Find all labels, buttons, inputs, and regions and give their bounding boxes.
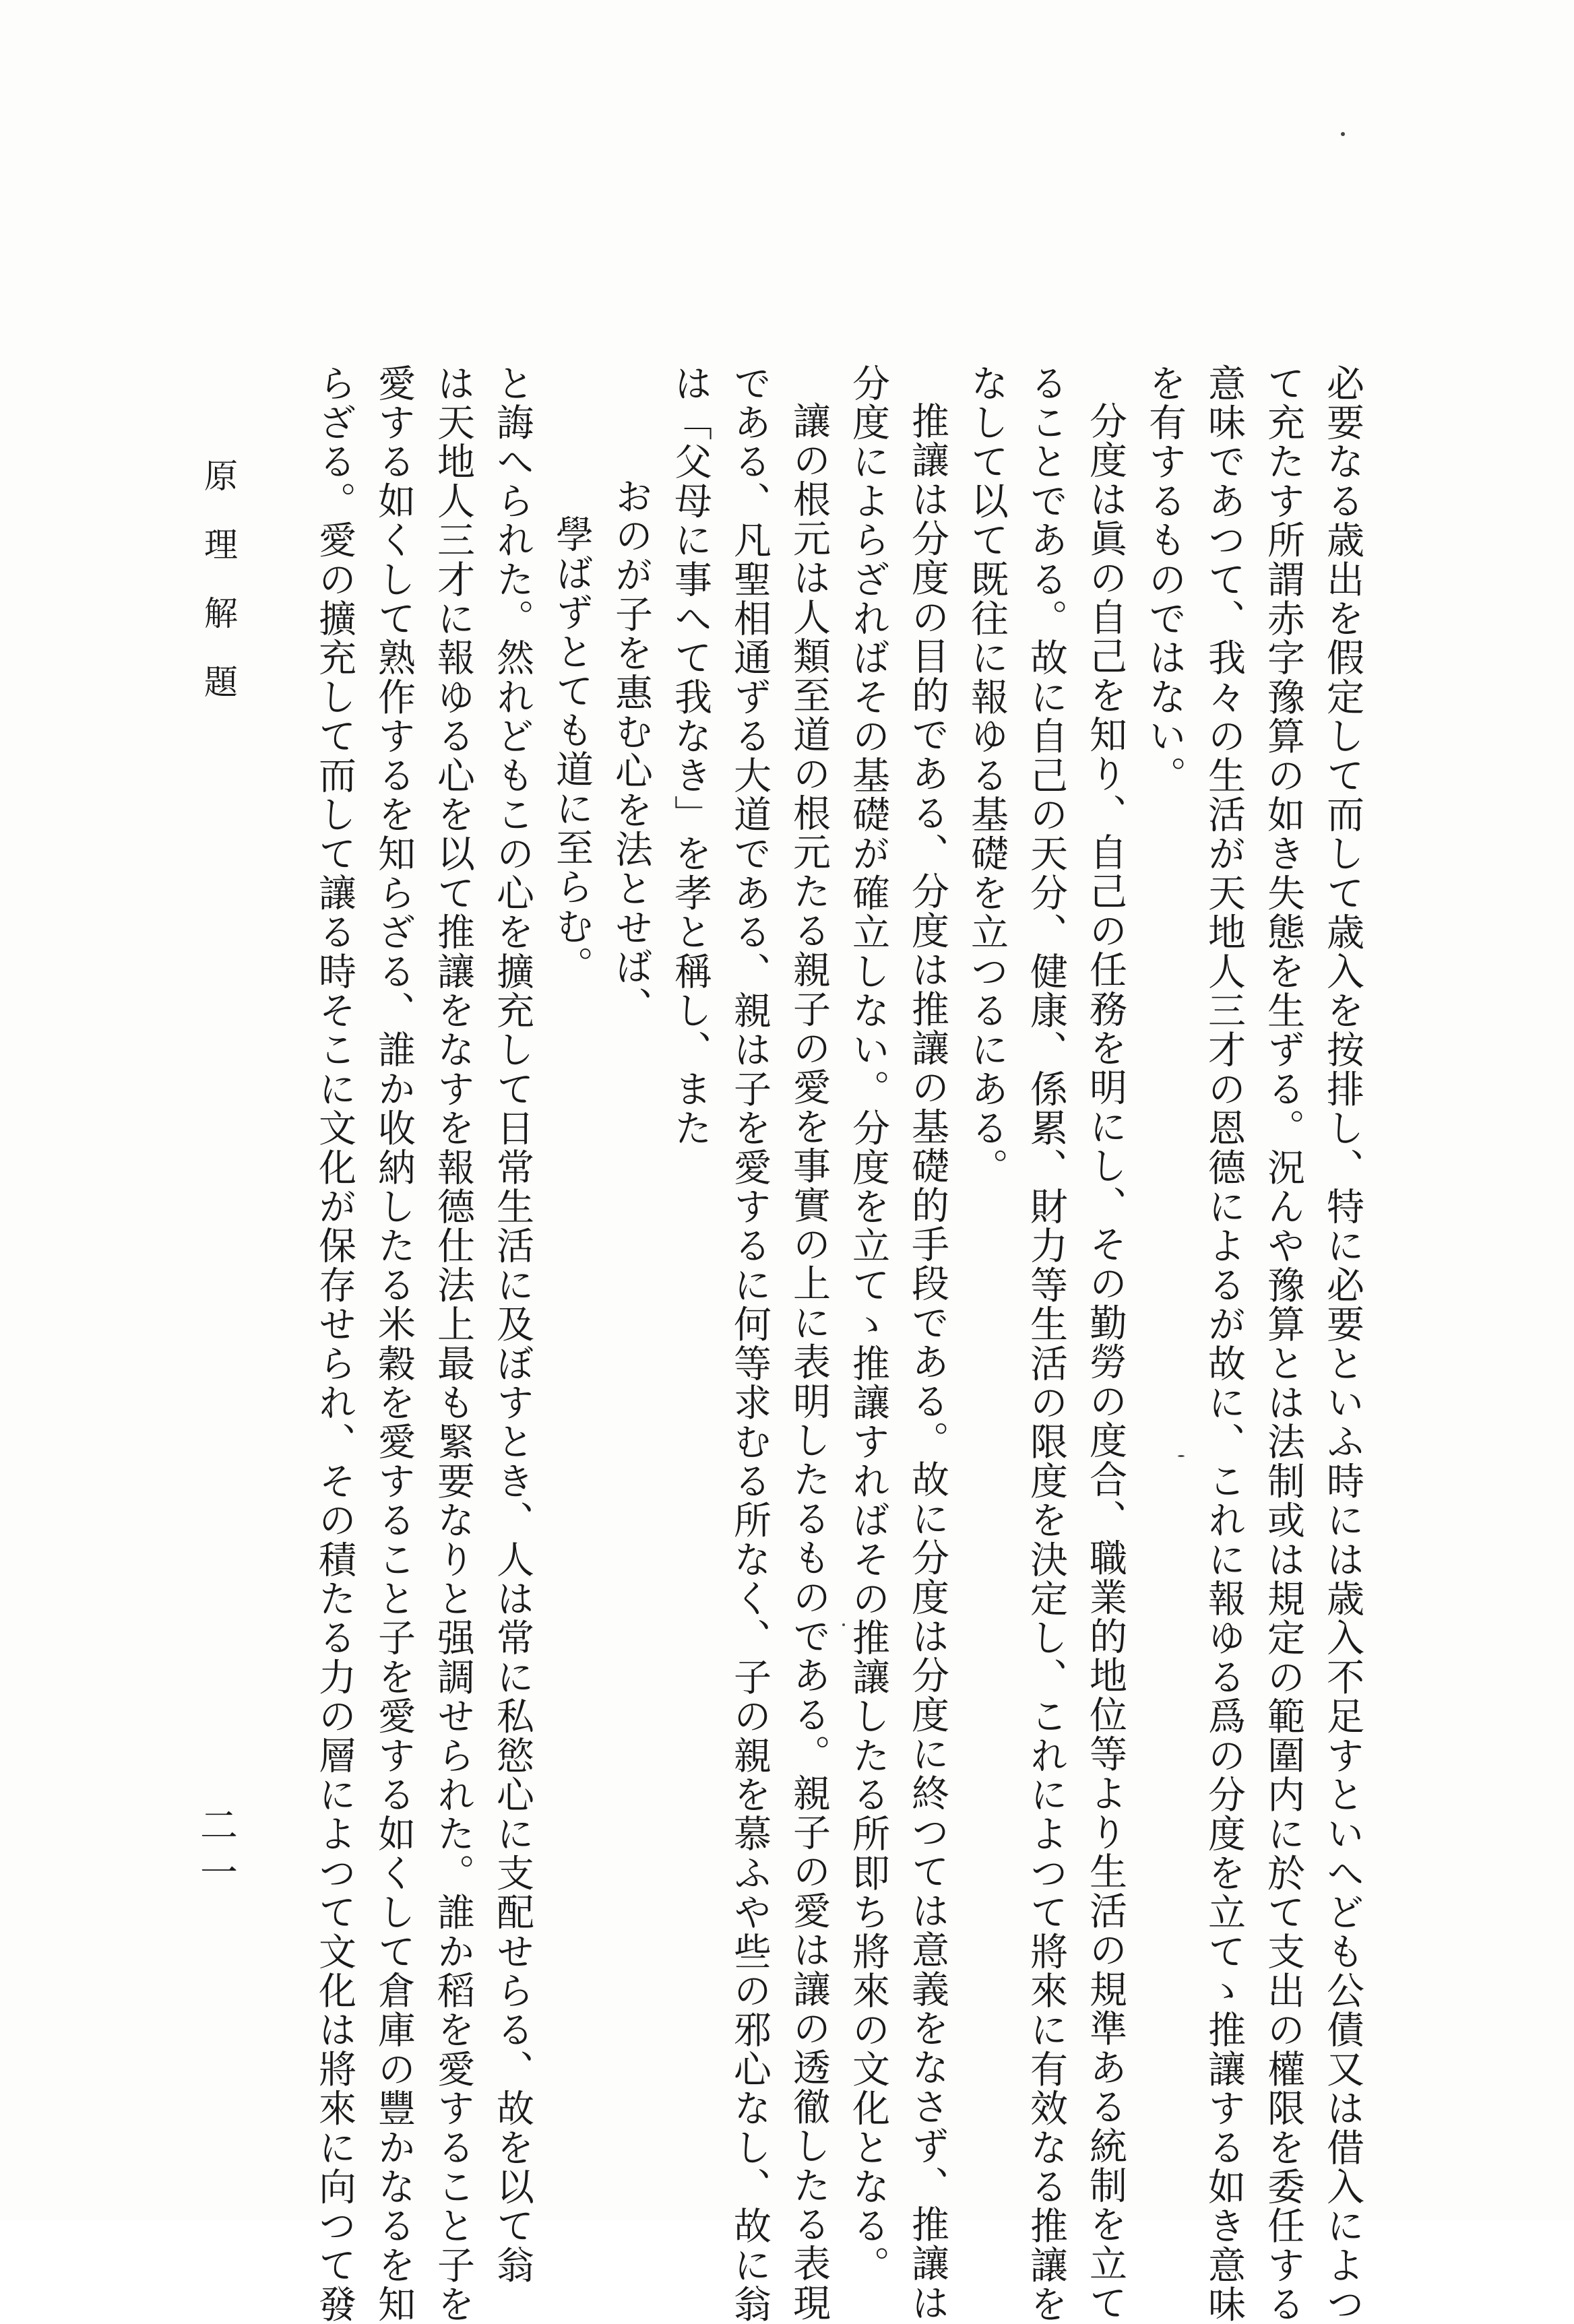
body-text: [199, 364, 1372, 2324]
text-line-9: 分度によらざればその基礎が確立しない。分度を立てゝ推讓すればその推讓したる所即ち將來の文化となる。: [846, 364, 890, 2285]
text-line-17: 愛する如くして熟作するを知らざる、誰か收納したる米穀を愛すること子を愛する如くして倉庫の豐かなるを知: [372, 364, 416, 2324]
text-line-10: 讓の根元は人類至道の根元たる親子の愛を事實の上に表明したるものである。親子の愛は讓の透徹したる表現: [787, 401, 831, 2323]
text-line-5: 分度は眞の自己を知り、自己の任務を明にし、その勤勞の度合、職業的地位等より生活の規準ある統制を立て: [1083, 401, 1127, 2323]
text-line-6: ることである。故に自己の天分、健康、係累、財力等生活の限度を決定し、これによつて將來に有效なる推讓を: [1024, 364, 1068, 2324]
running-footer: 原理解題: [199, 458, 238, 733]
text-line-7: なして以て既往に報ゆる基礎を立つるにある。: [965, 364, 1009, 1188]
text-line-8: 推讓は分度の目的である、分度は推讓の基礎的手段である。故に分度は分度に終つては意義をなさず、推讓は: [906, 401, 949, 2323]
text-line-1: 必要なる歳出を假定して而して歳入を按排し、特に必要といふ時には歳入不足すといへども公債又は借入によつ: [1321, 364, 1364, 2324]
text-line-15: と誨へられた。然れどもこの心を擴充して日常生活に及ぼすとき、人は常に私慾心に支配せらる、故を以て翁: [491, 364, 534, 2285]
text-line-3: 意味であつて、我々の生活が天地人三才の恩德によるが故に、これに報ゆる爲の分度を立てゝ推讓する如き意味: [1202, 364, 1246, 2324]
print-speck: [1341, 132, 1345, 136]
text-line-12: は「父母に事へて我なき」を孝と稱し、また: [668, 364, 712, 1148]
poem-line-2: 學ばずとても道に至らむ。: [550, 515, 594, 986]
text-line-11: である、凡聖相通ずる大道である、親は子を愛するに何等求むる所なく、子の親を慕ふや些の邪心なし、故に翁: [728, 364, 772, 2324]
text-line-18: らざる。愛の擴充して而して讓る時そこに文化が保存せられ、その積たる力の層によつて文化は將來に向つて發: [313, 364, 356, 2324]
print-speck: [1178, 1455, 1185, 1457]
text-line-2: て充たす所謂赤字豫算の如き失態を生ずる。況んや豫算とは法制或は規定の範圍内に於て支出の權限を委任する: [1261, 364, 1305, 2324]
print-speck: [842, 1623, 845, 1626]
text-line-16: は天地人三才に報ゆる心を以て推讓をなすを報德仕法上最も緊要なりと强調せられた。誰か稻を愛すること子を: [431, 364, 475, 2324]
page-number: 二一: [194, 1805, 238, 1900]
poem-line-1: おのが子を惠む心を法とせば、: [609, 477, 653, 1026]
text-line-4: を有するものではない。: [1143, 364, 1187, 796]
